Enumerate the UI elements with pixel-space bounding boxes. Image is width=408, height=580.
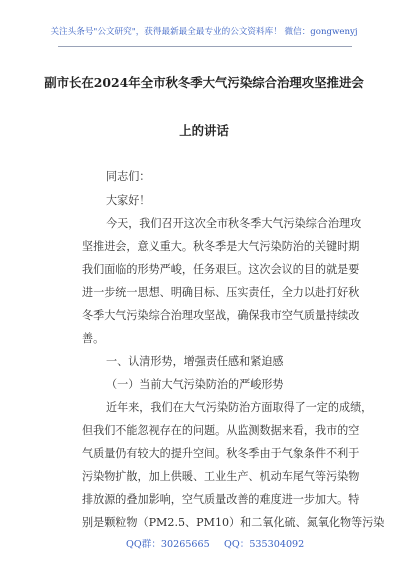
- paragraph-line: 近年来，我们在大气污染防治方面取得了一定的成绩，: [106, 401, 373, 414]
- paragraph-line: 我们面临的形势严峻，任务艰巨。这次会议的目的就是要: [82, 263, 360, 276]
- header-divider: [58, 46, 352, 47]
- paragraph-line: 但我们不能忽视存在的问题。从监测数据来看，我市的空: [82, 424, 360, 437]
- footer-qq-number: QQ：535304092: [224, 539, 305, 550]
- paragraph-line: 气质量仍有较大的提升空间。秋冬季由于气象条件不利于: [82, 447, 360, 460]
- section-heading: 一、认清形势，增强责任感和紧迫感: [106, 355, 284, 368]
- paragraph-line: 别是颗粒物（PM2.5、PM10）和二氧化硫、氮氧化物等污染: [82, 516, 385, 529]
- paragraph-line: 冬季大气污染综合治理攻坚战，确保我市空气质量持续改: [82, 309, 360, 322]
- paragraph-line: 进一步统一思想、明确目标、压实责任，全力以赴打好秋: [82, 286, 360, 299]
- paragraph-line: 今天，我们召开这次全市秋冬季大气污染综合治理攻: [106, 217, 362, 230]
- document-title-line1: 副市长在2024年全市秋冬季大气污染综合治理攻坚推进会: [44, 75, 364, 90]
- greeting: 大家好！: [106, 194, 151, 207]
- salutation: 同志们：: [106, 170, 151, 183]
- paragraph-line: 坚推进会，意义重大。秋冬季是大气污染防治的关键时期: [82, 240, 360, 253]
- paragraph-line: 污染物扩散，加上供暖、工业生产、机动车尾气等污染物: [82, 470, 360, 483]
- paragraph-line: 排放源的叠加影响，空气质量改善的难度进一步加大。特: [82, 493, 360, 506]
- header-promo-note: 关注头条号"公文研究"，获得最新最全最专业的公文资料库！ 微信：gongwenyj: [50, 27, 358, 37]
- paragraph-line: 善。: [82, 332, 105, 345]
- subsection-heading: （一）当前大气污染防治的严峻形势: [106, 378, 284, 391]
- footer-qq-group: QQ群：30265665: [126, 539, 210, 550]
- document-title-line2: 上的讲话: [179, 123, 229, 138]
